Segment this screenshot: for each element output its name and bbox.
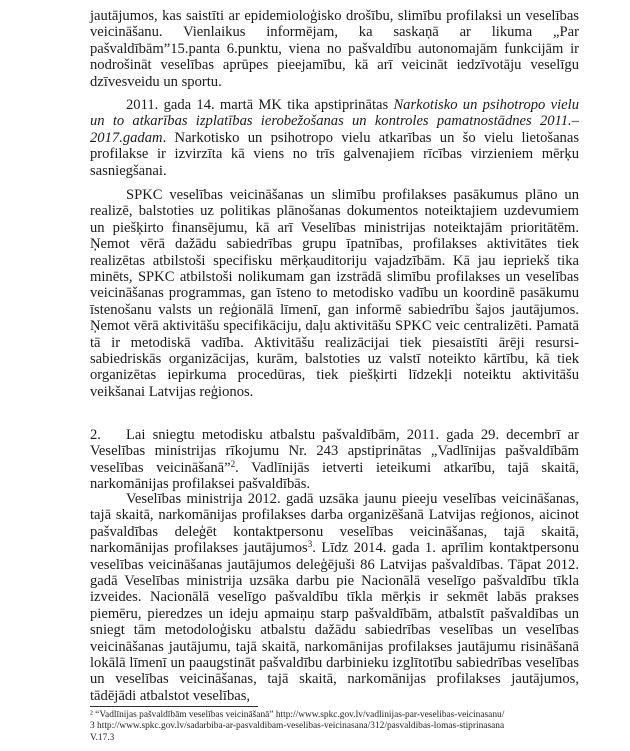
paragraph-2-text — [90, 97, 579, 179]
list-number: 2. — [90, 427, 101, 443]
paragraph-2-after: . Narkotisko un psihotropo vielu atkarības un šo vielu lietošanas profilakse ir izvirzīta kā viens no trīs galvenajiem rīcības virzieniem mērķu sasniegšanai. — [90, 129, 579, 179]
paragraph-3 — [90, 187, 579, 400]
paragraph-3-text: SPKC veselības veicināšanas un slimību profilakses pasākumus plāno un realizē, balstoties uz politikas plānošanas dokumentos noteiktajiem uzdevumiem un piešķirto finansējumu, kā arī Veselības ministrijas noteiktajām prioritātēm. Ņemot vērā dažādu sabiedrības grupu īpatnības, profilakses aktivitātes tiek realizētas atbilstoši specifisku mērķauditoriju vajadzībām. Kā jau iepriekš tika minēts, SPKC atbilstoši nolikumam gan izstrādā slimību profilakses un veselības veicināšanas programmas, gan īsteno to metodisko vadību un koordinē pasākumu īstenošanu valsts un reģionālā līmenī, gan informē sabiedrību šajos jautājumos. Ņemot vērā aktivitāšu specifikāciju, daļu aktivitāšu SPKC veic centralizēti. Pamatā tā ir metodiskā vadība. Aktivitāšu realizācijai tiek piesaistīti ārēji resursi- sabiedriskās organizācijas, kurām, balstoties uz valstī noteikto kārtību, kā tiek organizētas iepirkuma procedūras, tiek piešķirti līdzekļi noteiktu aktivitāšu veikšanai Latvijas reģionos. — [90, 187, 579, 400]
paragraph-1-text: jautājumos, kas saistīti ar epidemioloģisko drošību, slimību profilaksi un veselības veicināšanu. Vienlaikus informējam, ka saskaņā ar likuma „Par pašvaldībām”15.panta 6.punktu, viena no pašvaldību autonomajām funkcijām ir nodrošināt veselības aprūpes pieejamību, kā arī veicināt iedzīvotāju veselīgu dzīvesveidu un sportu. — [90, 8, 579, 90]
footnote-ref-3[interactable]: 3 — [307, 539, 313, 550]
footnote-2[interactable]: ² “Vadlīnijas pašvaldībām veselības veicināšanā” http://www.spkc.gov.lv/vadlinijas-par-veselibas-veicinasanu/ — [90, 710, 505, 720]
paragraph-4-before: Lai sniegtu metodisku atbalstu pašvaldībām, 2011. gada 29. decembrī ar Veselības ministrijas rīkojumu Nr. 243 apstiprinātas „Vadlīnijas pašvaldībām veselības veicināšanā” — [90, 427, 579, 476]
paragraph-4 — [90, 427, 579, 493]
footnote-3[interactable]: 3 http://www.spkc.gov.lv/sadarbiba-ar-pasvaldibam-veselibas-veicinasana/312/pasvaldibas-lomas-stiprinasana — [90, 721, 505, 732]
paragraph-5-text — [90, 491, 579, 704]
paragraph-2-before: 2011. gada 14. martā MK tika apstiprinātas — [126, 97, 394, 113]
paragraph-4-text — [90, 427, 579, 493]
paragraph-5-after: . Līdz 2014. gada 1. aprīlim kontaktpersonu veselības veicināšanas jautājumos deleģējuši 86 Latvijas pašvaldības. Tāpat 2012. gadā Veselības ministrija uzsāka darbu pie Nacionālā veselīgo pašvaldību tīkla izveides. Nacionālā veselīgo pašvaldību tīkla mērķis ir sekmēt labās prakses piemēru, pieredzes un ideju apmaiņu starp pašvaldībām, atbalstīt pašvaldības un sniegt tām metodoloģisku atbalstu dažādu sabiedrības veselības un veselības veicināšanas jautājumu, tajā skaitā, narkomānijas profilakses jautājumu risināšanā lokālā līmenī un paaugstināt pašvaldību darbinieku izglītotību sabiedrības veselības un veselības veicināšanas, tajā skaitā, narkomānijas profilakses jautājumos, tādējādi atbalstot veselības, — [90, 540, 579, 704]
page-number: V.17.3 — [90, 732, 115, 743]
guidelines-title: Narkotisko un psihotropo vielu un to atkarības izplatības ierobežošanas un kontroles pamatnostādnes 2011.–2017.gadam — [90, 97, 579, 146]
paragraph-1 — [90, 8, 579, 90]
paragraph-2 — [90, 97, 579, 179]
footnotes — [90, 710, 590, 744]
paragraph-5 — [90, 491, 579, 704]
paragraph-5-before: Veselības ministrija 2012. gadā uzsāka jaunu pieeju veselības veicināšanas, tajā skaitā, narkomānijas profilakses darba organizēšanā Latvijas reģionos, aicinot pašvaldības deleģēt kontaktpersonu veselības veicināšanas, tajā skaitā, narkomānijas profilakses jautājumos — [90, 491, 579, 557]
footnote-divider — [90, 706, 258, 707]
paragraph-4-after: . Vadlīnijās ietverti ieteikumi atkarību, tajā skaitā, narkomānijas profilaksei pašvaldībās. — [90, 459, 580, 493]
footnote-ref-2[interactable]: 2 — [230, 458, 236, 469]
